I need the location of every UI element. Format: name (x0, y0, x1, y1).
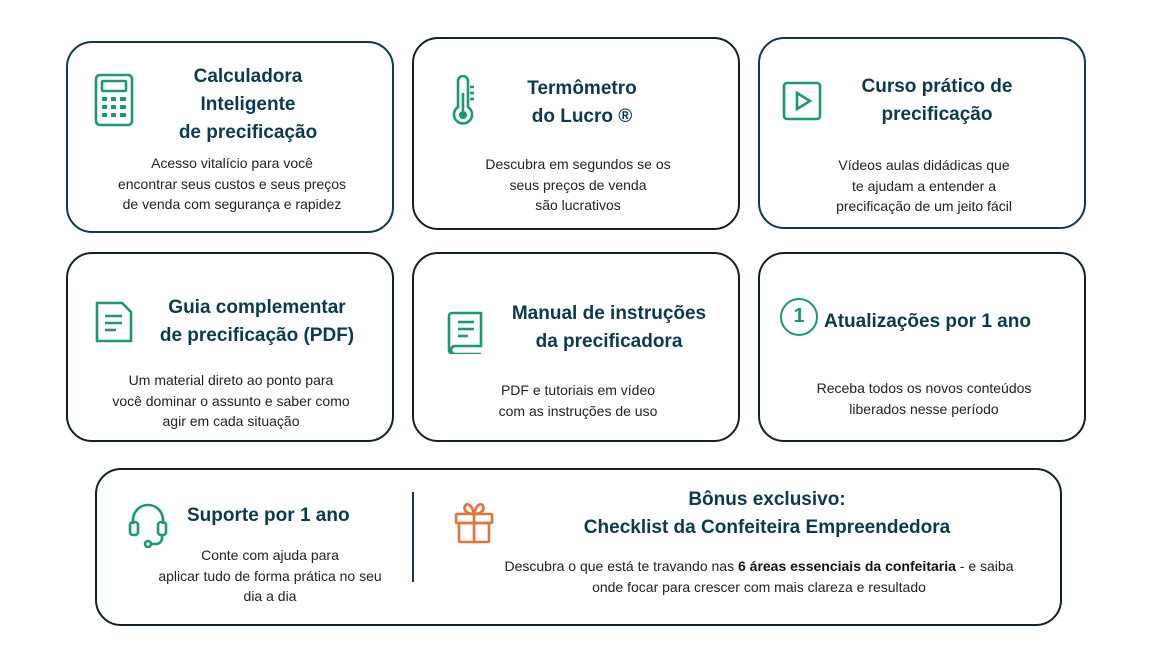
bonus-title: Bônus exclusivo: Checklist da Confeiteira Empreendedora (583, 489, 951, 538)
card-description: Vídeos aulas didádicas que te ajudam a entender a precificação de um jeito fácil (836, 157, 1012, 214)
card-termometro (412, 37, 740, 230)
card-atualizacoes (758, 252, 1086, 442)
card-description: PDF e tutoriais em vídeo com as instruções de uso (498, 382, 658, 419)
card-title: Atualizações por 1 ano (824, 311, 1031, 332)
divider (412, 492, 414, 582)
card-title: Curso prático de precificação (861, 76, 1013, 125)
card-description: Receba todos os novos conteúdos liberados nesse período (816, 380, 1032, 417)
card-description: Um material direto ao ponto para você dominar o assunto e saber como agir em cada situação (112, 372, 350, 429)
play-icon (782, 81, 822, 121)
gift-icon (453, 500, 495, 544)
card-suporte-bonus (95, 468, 1062, 626)
calculator-icon (94, 73, 134, 127)
headset-icon (127, 502, 169, 548)
document-icon (94, 300, 134, 344)
card-title: Termômetro do Lucro ® (527, 78, 637, 127)
card-title: Guia complementar de precificação (PDF) (159, 297, 355, 346)
support-description: Conte com ajuda para aplicar tudo de forma prática no seu dia a dia (158, 547, 382, 604)
thermometer-icon (450, 75, 476, 127)
book-icon (446, 310, 484, 354)
bonus-description: Descubra o que está te travando nas 6 áreas essenciais da confeitaria - e saiba onde focar para crescer com mais clareza e resultado (504, 558, 1014, 595)
number-one-icon: 1 (780, 298, 818, 336)
card-manual (412, 252, 740, 442)
card-title: Manual de instruções da precificadora (511, 303, 707, 352)
card-calculadora (66, 41, 394, 233)
card-title: Calculadora Inteligente de precificação (178, 66, 318, 143)
card-description: Descubra em segundos se os seus preços de venda são lucrativos (485, 156, 671, 213)
card-guia (66, 252, 394, 442)
support-title: Suporte por 1 ano (187, 505, 350, 526)
card-description: Acesso vitalício para você encontrar seus custos e seus preços de venda com segurança e rapidez (117, 155, 346, 212)
card-curso (758, 37, 1086, 229)
